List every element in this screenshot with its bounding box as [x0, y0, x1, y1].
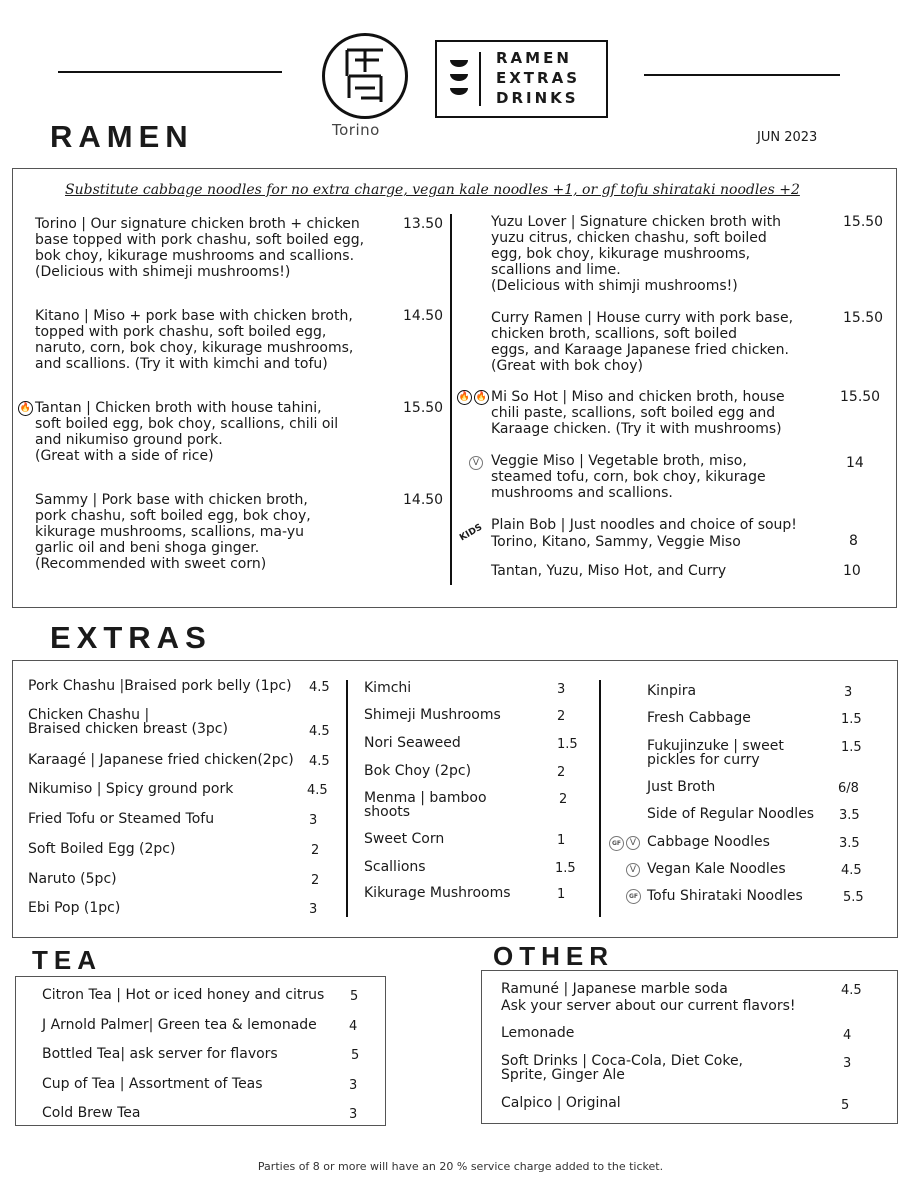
extras-price: 1.5 — [841, 740, 862, 755]
tea-price: 3 — [349, 1078, 358, 1093]
badge-line-ramen: RAMEN — [496, 49, 572, 67]
extras-price: 4.5 — [309, 754, 330, 769]
extras-price: 3 — [844, 685, 853, 700]
other-item-line2: Ask your server about our current flavors! — [501, 998, 796, 1014]
ramen-column-divider — [450, 214, 452, 585]
ramen-item-kitano: Kitano | Miso + pork base with chicken broth, topped with pork chashu, soft boiled egg, naruto, corn, bok choy, kikurage mushrooms, and scallions. (Try it with kimchi and tofu) — [35, 308, 354, 372]
gf-icon: GF — [609, 836, 624, 851]
tea-price: 5 — [350, 989, 359, 1004]
extras-item: Pork Chashu |Braised pork belly (1pc) — [28, 678, 292, 694]
extras-item: Side of Regular Noodles — [647, 806, 815, 822]
noodle-substitution-note: Substitute cabbage noodles for no extra charge, vegan kale noodles +1, or gf tofu shirataki noodles +2 — [65, 182, 800, 198]
ramen-price-mi-so-hot: 15.50 — [840, 389, 881, 405]
tea-price: 3 — [349, 1107, 358, 1122]
extras-item: Soft Boiled Egg (2pc) — [28, 841, 176, 857]
service-charge-note: Parties of 8 or more will have an 20 % service charge added to the ticket. — [257, 1160, 664, 1173]
ramen-item-torino: Torino | Our signature chicken broth + chicken base topped with pork chashu, soft boiled egg, bok choy, kikurage mushrooms and scallions. (Delicious with shimeji mushrooms!) — [35, 216, 365, 280]
extras-price: 2 — [557, 765, 566, 780]
extras-item: Shimeji Mushrooms — [364, 707, 501, 723]
extras-price: 2 — [557, 709, 566, 724]
extras-price: 3 — [309, 902, 318, 917]
extras-price: 1.5 — [841, 712, 862, 727]
extras-item: Naruto (5pc) — [28, 871, 117, 887]
ramen-price-kitano: 14.50 — [403, 308, 444, 324]
extras-price: 1.5 — [557, 737, 578, 752]
extras-item-line2: shoots — [364, 804, 411, 820]
extras-item: Fried Tofu or Steamed Tofu — [28, 811, 215, 827]
other-item-line2: Sprite, Ginger Ale — [501, 1067, 625, 1083]
tea-item: Cold Brew Tea — [42, 1105, 141, 1121]
extras-price: 2 — [559, 792, 568, 807]
extras-item: Fukujinzuke | sweet — [647, 738, 784, 754]
extras-item: Cabbage Noodles — [647, 834, 770, 850]
ramen-price-veggie-miso: 14 — [846, 455, 864, 471]
extras-price: 3 — [309, 813, 318, 828]
tea-heading: TEA — [32, 945, 102, 975]
extras-item: Fresh Cabbage — [647, 710, 751, 726]
extras-item: Chicken Chashu | — [28, 707, 150, 723]
torino-logo-mark — [325, 36, 405, 116]
bowl-stack-icon — [449, 58, 469, 104]
ramen-item-curry: Curry Ramen | House curry with pork base, chicken broth, scallions, soft boiled eggs, and Karaage Japanese fried chicken. (Great with bok choy) — [491, 310, 794, 374]
tea-item: Cup of Tea | Assortment of Teas — [42, 1076, 263, 1092]
extras-item-line2: pickles for curry — [647, 752, 760, 768]
extras-item: Nikumiso | Spicy ground pork — [28, 781, 234, 797]
ramen-item-sammy: Sammy | Pork base with chicken broth, pork chashu, soft boiled egg, bok choy, kikurage mushrooms, scallions, ma-yu garlic oil and beni shoga ginger. (Recommended with sweet corn) — [35, 492, 311, 572]
extras-price: 1 — [557, 833, 566, 848]
extras-heading: EXTRAS — [50, 620, 212, 655]
flame-icon: 🔥 — [18, 401, 33, 416]
extras-item: Karaagé | Japanese fried chicken(2pc) — [28, 752, 294, 768]
ramen-heading: RAMEN — [50, 119, 194, 154]
other-price: 4 — [843, 1028, 852, 1043]
ramen-price-yuzu-lover: 15.50 — [843, 214, 884, 230]
other-item: Calpico | Original — [501, 1095, 621, 1111]
tea-item: Citron Tea | Hot or iced honey and citrus — [42, 987, 325, 1003]
ramen-price-plain-bob: 8 — [849, 533, 858, 549]
badge-line-extras: EXTRAS — [496, 69, 581, 87]
extras-price: 4.5 — [309, 724, 330, 739]
ramen-price-plain-bob-premium: 10 — [843, 563, 861, 579]
gf-icon: GF — [626, 889, 641, 904]
other-item: Lemonade — [501, 1025, 575, 1041]
extras-item: Tofu Shirataki Noodles — [647, 888, 803, 904]
ramen-item-veggie-miso: Veggie Miso | Vegetable broth, miso, steamed tofu, corn, bok choy, kikurage mushrooms and scallions. — [491, 453, 766, 501]
vegan-v-icon: V — [626, 836, 640, 850]
extras-price: 3.5 — [839, 808, 860, 823]
extras-price: 2 — [311, 873, 320, 888]
tea-price: 5 — [351, 1048, 360, 1063]
menu-date: JUN 2023 — [757, 130, 818, 145]
extras-price: 4.5 — [307, 783, 328, 798]
other-heading: OTHER — [493, 941, 614, 971]
tea-price: 4 — [349, 1019, 358, 1034]
extras-price: 1 — [557, 887, 566, 902]
tea-item: Bottled Tea| ask server for flavors — [42, 1046, 278, 1062]
extras-price: 4.5 — [309, 680, 330, 695]
ramen-item-mi-so-hot: Mi So Hot | Miso and chicken broth, house chili paste, scallions, soft boiled egg and Karaage chicken. (Try it with mushrooms) — [491, 389, 785, 437]
extras-item: Kimchi — [364, 680, 412, 696]
extras-divider-2 — [599, 680, 601, 917]
extras-item: Menma | bamboo — [364, 790, 487, 806]
other-price: 4.5 — [841, 983, 862, 998]
ramen-item-plain-bob: Plain Bob | Just noodles and choice of soup! Torino, Kitano, Sammy, Veggie Miso — [491, 517, 797, 550]
flame-icon: 🔥 — [474, 390, 489, 405]
extras-price: 5.5 — [843, 890, 864, 905]
other-item: Ramuné | Japanese marble soda — [501, 981, 728, 997]
extras-price: 1.5 — [555, 861, 576, 876]
vegan-v-icon: V — [626, 863, 640, 877]
flame-icon: 🔥 — [457, 390, 472, 405]
extras-item: Kinpira — [647, 683, 697, 699]
header-rule-left — [58, 71, 282, 73]
ramen-price-curry: 15.50 — [843, 310, 884, 326]
header-rule-right — [644, 74, 840, 76]
extras-item-line2: Braised chicken breast (3pc) — [28, 721, 228, 737]
extras-item: Vegan Kale Noodles — [647, 861, 786, 877]
extras-price: 3.5 — [839, 836, 860, 851]
ramen-price-tantan: 15.50 — [403, 400, 444, 416]
extras-item: Just Broth — [647, 779, 716, 795]
extras-price: 3 — [557, 682, 566, 697]
vegan-v-icon: V — [469, 456, 483, 470]
other-price: 3 — [843, 1056, 852, 1071]
tea-item: J Arnold Palmer| Green tea & lemonade — [42, 1017, 317, 1033]
ramen-item-yuzu-lover: Yuzu Lover | Signature chicken broth with yuzu citrus, chicken chashu, soft boiled egg, bok choy, kikurage mushrooms, scallions and lime. (Delicious with shimji mushrooms!) — [491, 214, 781, 294]
other-item: Soft Drinks | Coca-Cola, Diet Coke, — [501, 1053, 744, 1069]
extras-item: Kikurage Mushrooms — [364, 885, 511, 901]
extras-divider-1 — [346, 680, 348, 917]
badge-divider — [479, 52, 481, 106]
kids-label: KIDS — [458, 522, 485, 544]
extras-item: Bok Choy (2pc) — [364, 763, 472, 779]
logo-wordmark: Torino — [332, 121, 380, 139]
ramen-item-plain-bob-premium: Tantan, Yuzu, Miso Hot, and Curry — [491, 563, 727, 579]
extras-price: 2 — [311, 843, 320, 858]
extras-item: Sweet Corn — [364, 831, 445, 847]
extras-item: Nori Seaweed — [364, 735, 461, 751]
extras-item: Scallions — [364, 859, 426, 875]
torino-logo — [322, 33, 408, 119]
badge-line-drinks: DRINKS — [496, 89, 579, 107]
ramen-price-sammy: 14.50 — [403, 492, 444, 508]
ramen-price-torino: 13.50 — [403, 216, 444, 232]
other-price: 5 — [841, 1098, 850, 1113]
ramen-item-tantan: Tantan | Chicken broth with house tahini, soft boiled egg, bok choy, scallions, chili oil and nikumiso ground pork. (Great with a side of rice) — [35, 400, 339, 464]
extras-item: Ebi Pop (1pc) — [28, 900, 121, 916]
extras-price: 6/8 — [838, 781, 859, 796]
extras-price: 4.5 — [841, 863, 862, 878]
